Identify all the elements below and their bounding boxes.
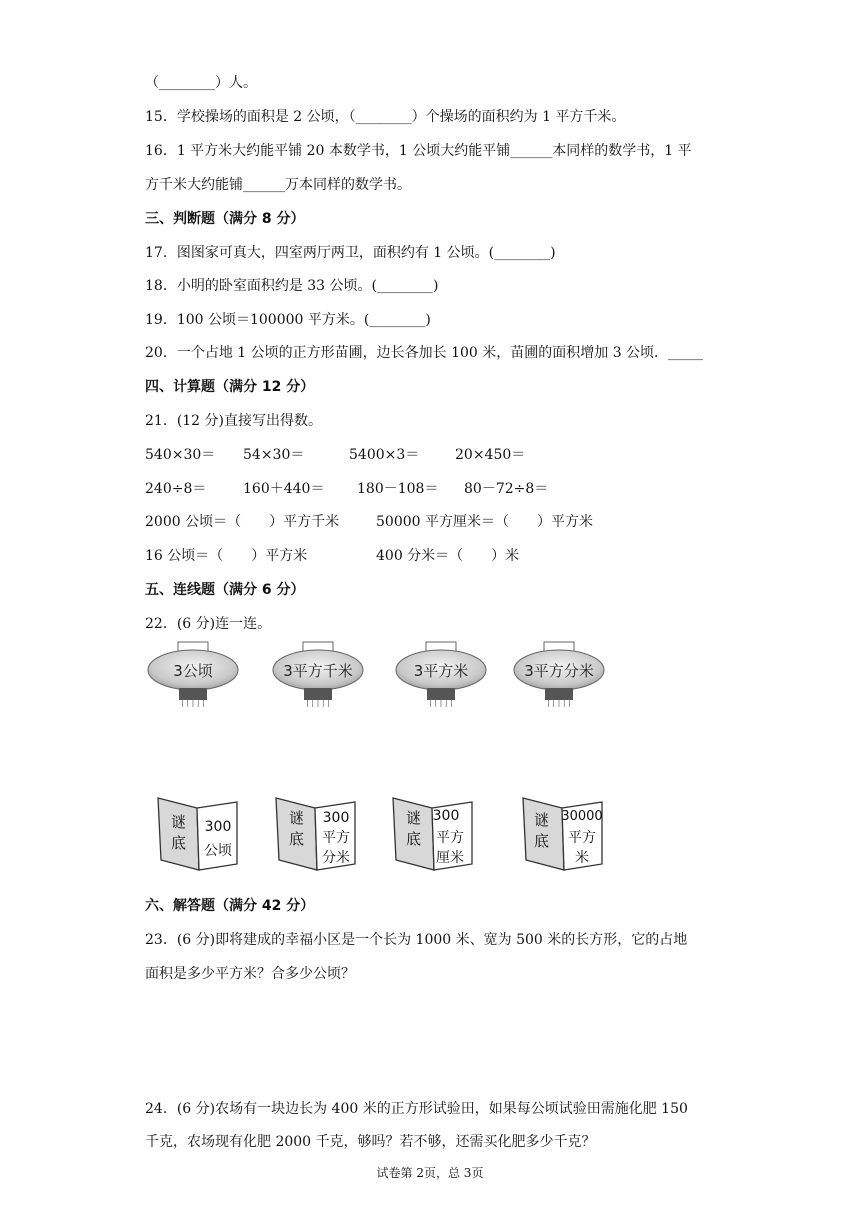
book-2-left-2: 底 [289, 830, 305, 848]
book-3-left-1: 谜 [406, 809, 422, 827]
svg-text:| | | | |: | | | | | [429, 698, 453, 707]
lantern-2 [273, 642, 363, 707]
calc-r4-c2: 400 分米＝（ ）米 [376, 548, 520, 564]
calc-r2-c4: 80－72÷8＝ [464, 481, 549, 497]
question-16-line2: 方千米大约能铺______万本同样的数学书。 [145, 177, 411, 193]
q14-continuation: （________）人。 [145, 75, 257, 91]
calc-r2-c2: 160＋440＝ [243, 481, 325, 497]
book-1 [158, 798, 237, 870]
question-23-line1: 23．(6 分)即将建成的幸福小区是一个长为 1000 米、宽为 500 米的长方形，它的占地 [145, 932, 688, 948]
book-2-right-1: 300 [322, 810, 350, 826]
section-5-heading: 五、连线题（满分 6 分） [145, 582, 305, 598]
svg-text:| | | | |: | | | | | [306, 698, 330, 707]
question-22: 22．(6 分)连一连。 [145, 616, 272, 632]
book-4-left-1: 谜 [534, 811, 550, 829]
lantern-4 [514, 642, 604, 707]
book-4-right-2: 平方 [568, 830, 596, 846]
question-23-line2: 面积是多少平方米？合多少公顷？ [145, 966, 355, 982]
lantern-3-label: 3平方米 [413, 662, 469, 680]
calc-r2-c1: 240÷8＝ [145, 481, 207, 497]
question-16-line1: 16．1 平方米大约能平铺 20 本数学书，1 公顷大约能平铺______本同样的数学书，1 平 [145, 143, 692, 159]
section-4-heading: 四、计算题（满分 12 分） [145, 379, 315, 395]
book-1-right-1: 300 [204, 819, 232, 835]
question-24-line1: 24．(6 分)农场有一块边长为 400 米的正方形试验田，如果每公顷试验田需施化肥 150 [145, 1101, 688, 1117]
calc-r3-c2: 50000 平方厘米＝（ ）平方米 [376, 514, 593, 530]
book-1-right-2: 公顷 [204, 843, 232, 859]
lantern-1-label: 3公顷 [173, 662, 213, 680]
question-20: 20．一个占地 1 公顷的正方形苗圃，边长各加长 100 米，苗圃的面积增加 3 公顷．_____ [145, 345, 704, 361]
book-3-right-2: 平方 [436, 830, 464, 846]
section-3-heading: 三、判断题（满分 8 分） [145, 211, 305, 227]
page-footer: 试卷第 2页，总 3页 [376, 1166, 484, 1180]
book-row [140, 790, 640, 875]
lantern-2-label: 3平方千米 [283, 662, 353, 680]
svg-text:| | | | |: | | | | | [547, 698, 571, 707]
calc-r1-c3: 5400×3＝ [349, 447, 420, 463]
calc-r1-c4: 20×450＝ [455, 447, 526, 463]
book-2-right-2: 平方 [322, 830, 350, 846]
section-6-heading: 六、解答题（满分 42 分） [145, 898, 315, 914]
question-17: 17．图图家可真大，四室两厅两卫，面积约有 1 公顷。(________) [145, 245, 556, 261]
lantern-1 [148, 642, 238, 707]
book-3 [393, 798, 472, 870]
book-2-right-3: 分米 [322, 850, 350, 866]
book-1-left-2: 底 [171, 834, 187, 852]
book-2-left-1: 谜 [289, 809, 305, 827]
lantern-4-label: 3平方分米 [524, 662, 594, 680]
lantern-3 [396, 642, 486, 707]
question-24-line2: 千克，农场现有化肥 2000 千克，够吗？若不够，还需买化肥多少千克？ [145, 1134, 596, 1150]
calc-r1-c1: 540×30＝ [145, 447, 216, 463]
svg-text:| | | | |: | | | | | [181, 698, 205, 707]
book-4-right-1: 30000 [561, 809, 603, 824]
book-2 [276, 798, 355, 870]
book-4 [523, 798, 603, 870]
lantern-row [140, 640, 640, 715]
book-4-right-3: 米 [575, 850, 589, 866]
calc-r1-c2: 54×30＝ [243, 447, 305, 463]
question-18: 18．小明的卧室面积约是 33 公顷。(________) [145, 278, 439, 294]
book-3-right-3: 厘米 [436, 850, 464, 866]
book-3-left-2: 底 [406, 830, 422, 848]
calc-r3-c1: 2000 公顷＝（ ）平方千米 [145, 514, 340, 530]
calc-r2-c3: 180－108＝ [357, 481, 439, 497]
question-21: 21．(12 分)直接写出得数。 [145, 413, 323, 429]
question-15: 15．学校操场的面积是 2 公顷，（________）个操场的面积约为 1 平方千米。 [145, 109, 626, 125]
question-19: 19．100 公顷＝100000 平方米。(________) [145, 312, 431, 328]
book-4-left-2: 底 [534, 832, 550, 850]
calc-r4-c1: 16 公顷＝（ ）平方米 [145, 548, 308, 564]
book-3-right-1: 300 [432, 808, 460, 824]
book-1-left-1: 谜 [171, 813, 187, 831]
